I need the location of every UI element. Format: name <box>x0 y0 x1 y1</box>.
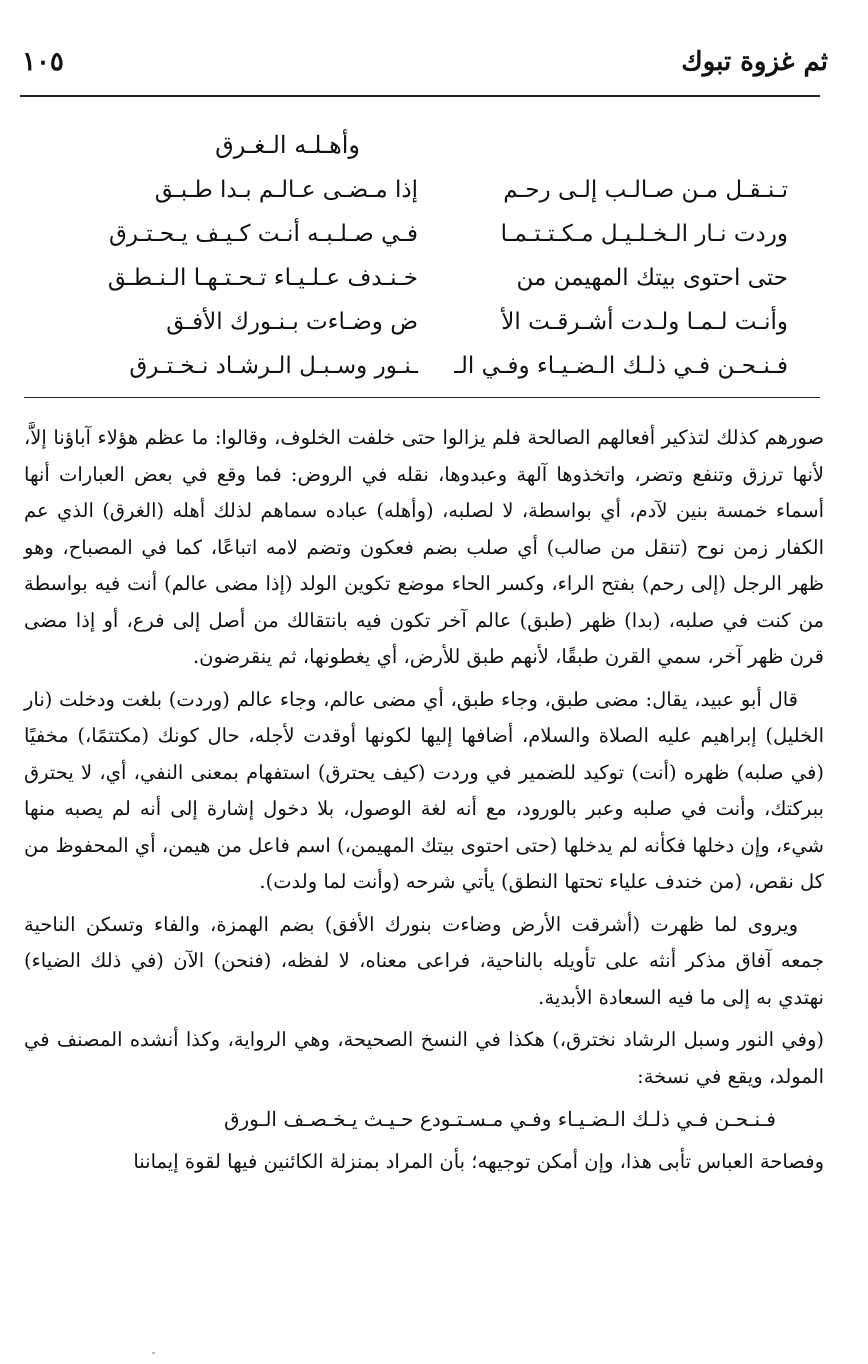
commentary-paragraph: (وفي النور وسبل الرشاد نخترق،) هكذا في النسخ الصحيحة، وهي الرواية، وكذا أنشده المصنف في المولد، ويقع في نسخة: <box>24 1028 824 1088</box>
verse-second-half: خـنـدف عـلـيـاء تـحـتـهـا الـنـطـق <box>107 265 418 291</box>
running-title: ثم غزوة تبوك <box>681 47 828 77</box>
verse-second-half: إذا مـضـى عـالـم بـدا طـبـق <box>154 177 418 203</box>
commentary-paragraph: صورهم كذلك لتذكير أفعالهم الصالحة فلم يزالوا حتى خلفت الخلوف، وقالوا: ما عظم هؤلاء آباؤنا إلاَّ، لأنها ترزق وتنفع وتضر، واتخذوها آلهة وعبدوها، نقله في الروض: فما وقع في بعض العبارات أنها أسماء خمسة بنين لآدم، أي بواسطة، لا لصلبه، (وأهله) عباده سماهم لذلك أهله (الغرق) الذي عم الكفار زمن نوح (تنقل من صالب) أي صلب بضم فعكون وتضم لامه اتباعًا، كما في المصباح، وهو ظهر الرجل (إلى رحم) بفتح الراء، وكسر الحاء موضع تكوين الولد (إذا مضى عالم) أنت فيه بواسطة من كنت في صلبه، (بدا) ظهر (طبق) عالم آخر تكون فيه بانتقالك من أصل إلى فرع، أو إذا مضى قرن ظهر آخر، سمي القرن طبقًا، لأنهم طبق للأرض، أي يغطونها، ثم ينقرضون. <box>24 426 824 668</box>
page-header <box>22 44 828 84</box>
page-number: ١٠٥ <box>22 47 64 77</box>
verse-second-half: ض وضـاءت بـنـورك الأفـق <box>166 309 418 335</box>
commentary-paragraph: وفصاحة العباس تأبى هذا، وإن أمكن توجيهه؛ بأن المراد بمنزلة الكائنين فيها لقوة إيماننا <box>133 1149 824 1173</box>
commentary-paragraph: قال أبو عبيد، يقال: مضى طبق، وجاء طبق، أي مضى عالم، وجاء عالم (وردت) بلغت ودخلت (نار الخليل) إبراهيم عليه الصلاة والسلام، أضافها إليها لكونها أوقدت لأجله، حال كونك (مكتتمًا،) مخفيًا (في صلبه) ظهره (أنت) توكيد للضمير في وردت (كيف يحترق) استفهام بمعنى النفي، أي، لا يحترق ببركتك، وأنت في صلبه وعبر بالورود، مع أنه لغة الوصول، بلا دخول إشارة إلى أنه لم يصبه منها شيء، وإن دخلها فكأنه لم يدخلها (حتى احتوى بيتك المهيمن،) اسم فاعل من هيمن، أي المحفوظ من كل نقص، (من خندف علياء تحتها النطق) يأتي شرحه (وأنت لما ولدت). <box>24 687 824 893</box>
verse-first-half: حتى احتوى بيتك المهيمن من <box>516 265 788 291</box>
quoted-verse: فـنـحـن فـي ذلـك الـضـيـاء وفـي مـسـتـودع حـيـث يـخـصـف الـورق <box>223 1107 776 1131</box>
header-divider <box>20 95 820 97</box>
verse-4 <box>60 302 788 346</box>
verse-first-half: وردت نـار الـخـلـيـل مـكـتـتـمـا <box>500 221 788 247</box>
verse-2 <box>60 214 788 258</box>
verse-second-half: ـنـور وسـبـل الـرشـاد نـخـتـرق <box>129 353 418 379</box>
verse-first-half: فـنـحـن فـي ذلـك الـضـيـاء وفـي الـ <box>454 353 788 379</box>
verse-first-half: وأنـت لـمـا ولـدت أشـرقـت الأ <box>501 309 788 335</box>
scan-speck <box>152 1352 155 1354</box>
verse-first-half: تـنـقـل مـن صـالـب إلـى رحـم <box>503 177 788 203</box>
verse-3 <box>60 258 788 302</box>
verse-5 <box>60 346 788 390</box>
commentary-body <box>24 420 824 1186</box>
commentary-paragraph: ويروى لما ظهرت (أشرقت الأرض وضاءت بنورك الأفق) بضم الهمزة، والفاء وتسكن الناحية جمعه آفاق مذكر أنثه على تأويله بالناحية، فراعى معناه، لا لفظه، (فنحن) الآن (في ذلك الضياء) نهتدي به إلى ما فيه السعادة الأبدية. <box>24 912 824 1009</box>
verse-second-half: فـي صـلـبـه أنـت كـيـف يـحـتـرق <box>108 221 418 247</box>
verse-1 <box>60 170 788 214</box>
poem-divider <box>24 397 820 398</box>
poem-opening-line: وأهـلـه الـغـرق <box>215 131 360 159</box>
